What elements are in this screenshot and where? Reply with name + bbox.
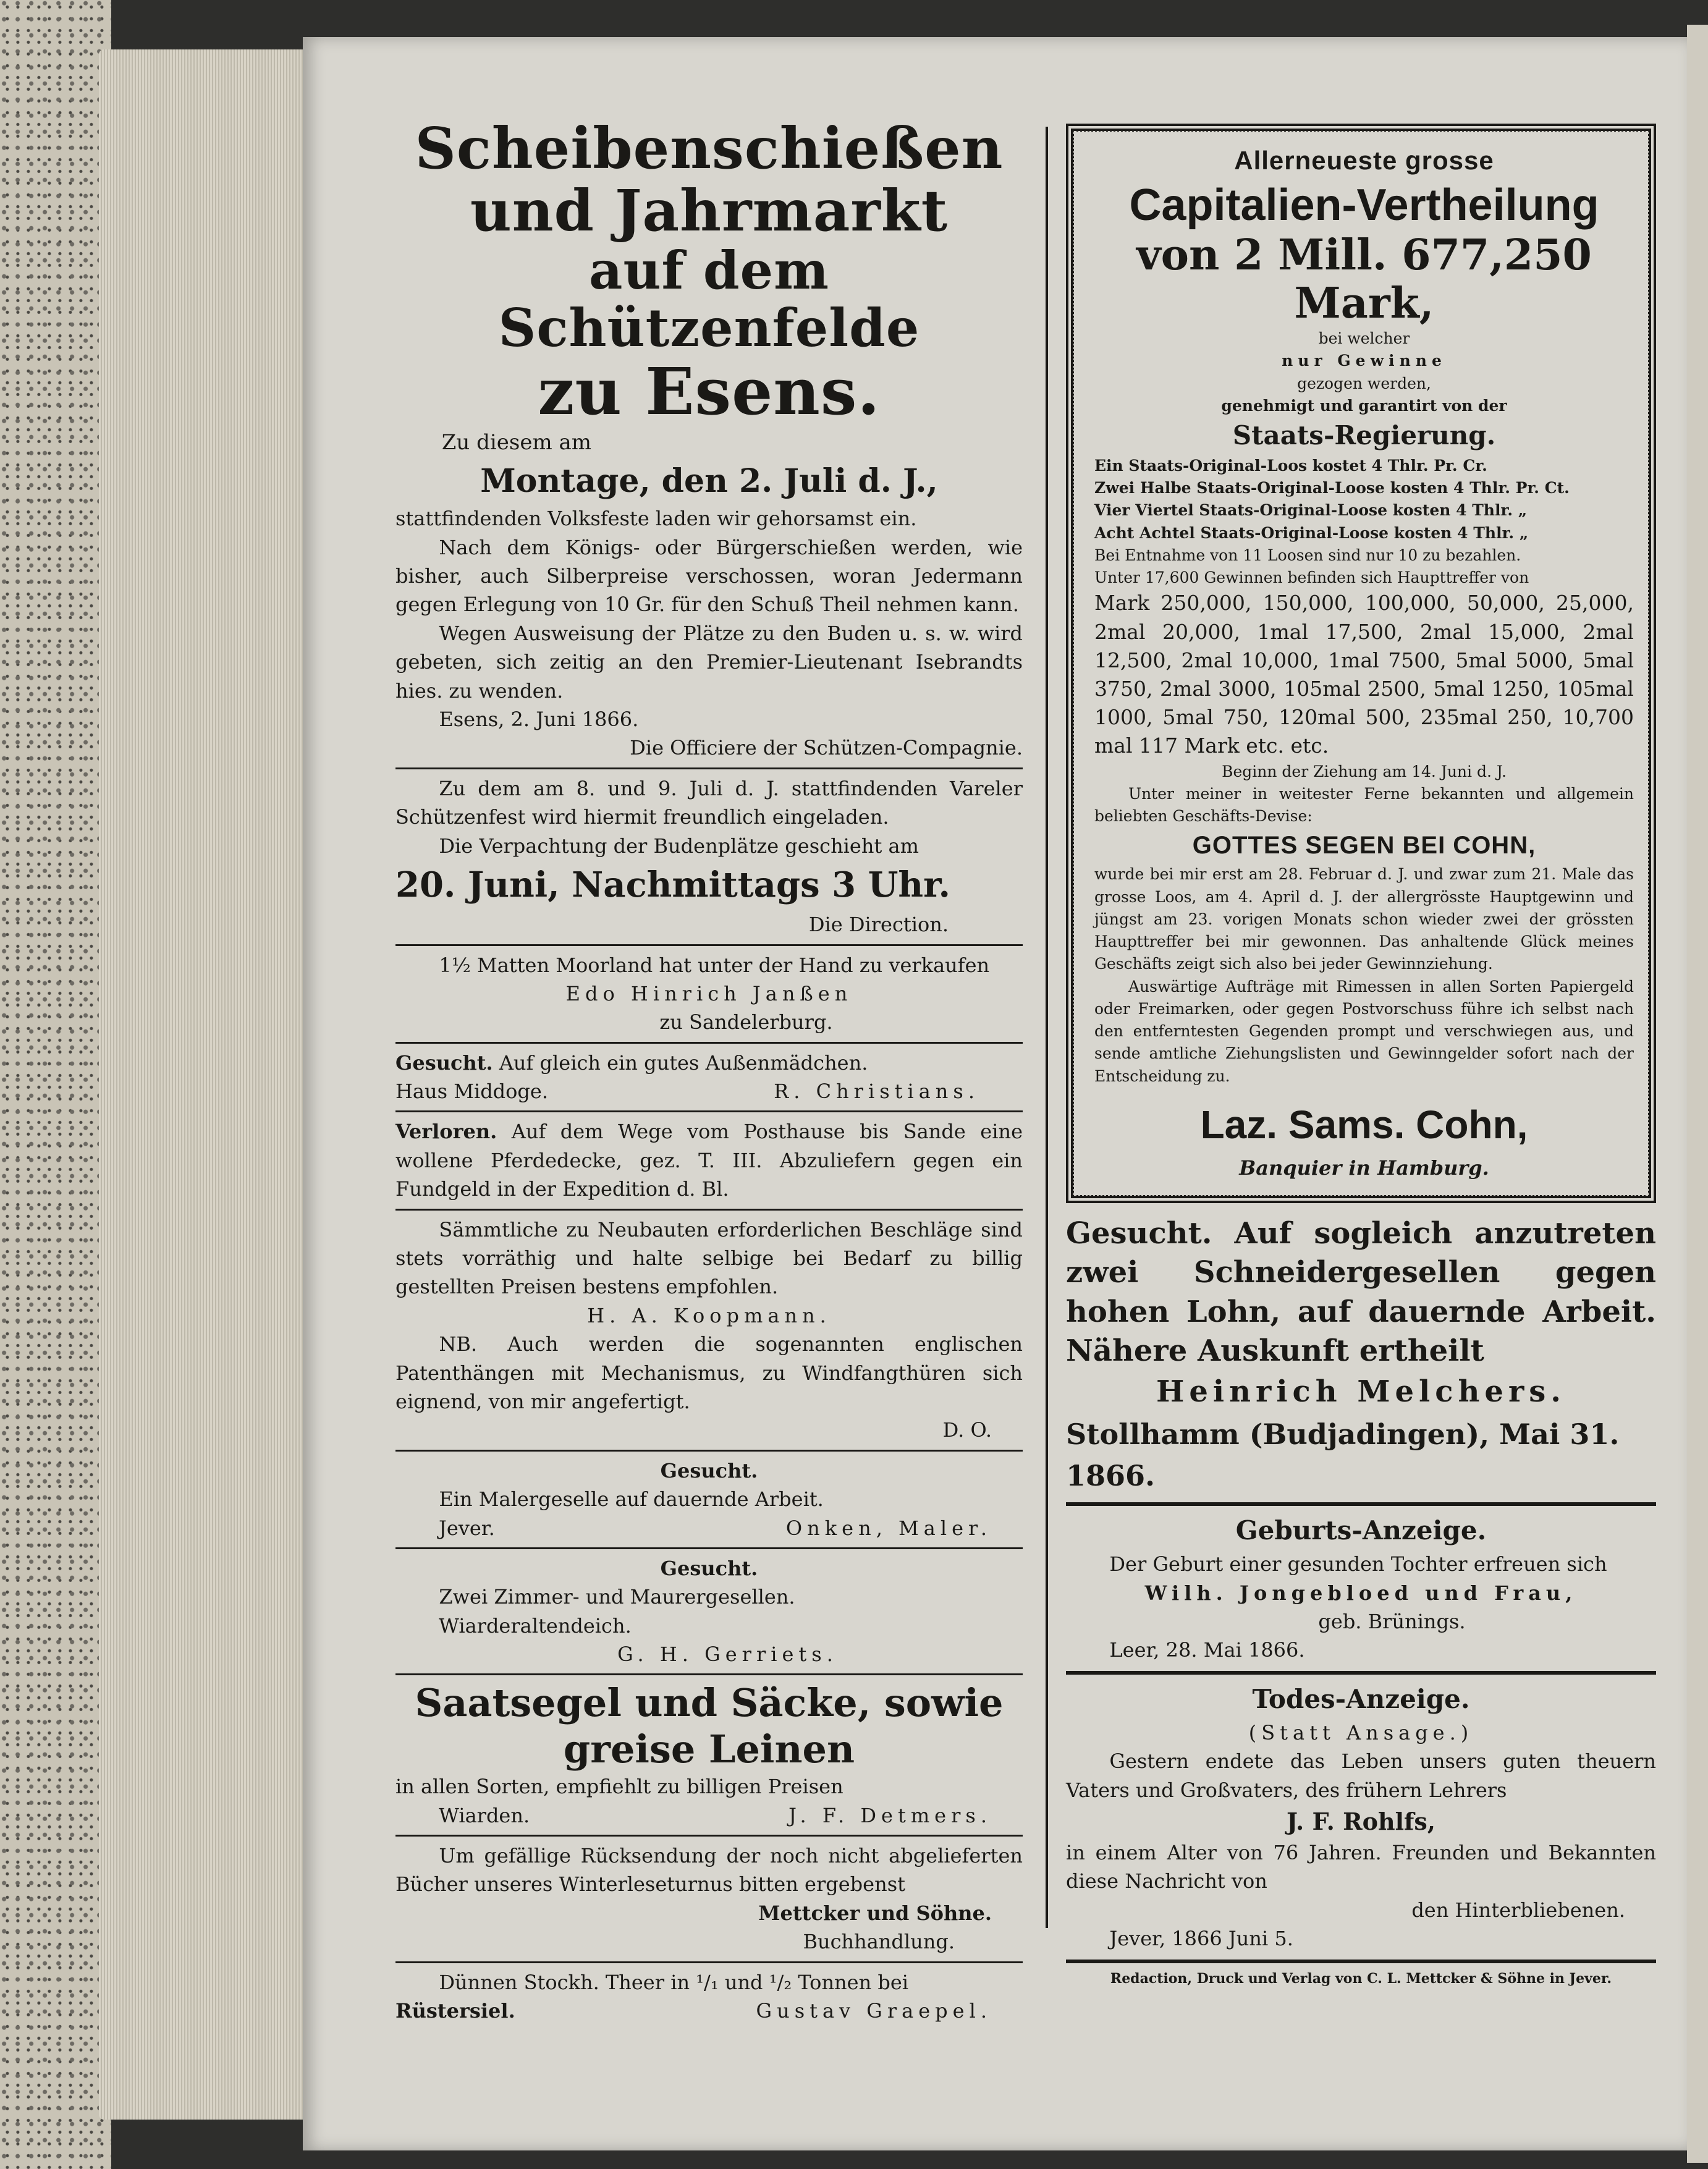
lottery-name: Laz. Sams. Cohn, [1200,1102,1528,1147]
ad-gesucht-gesellen [395,1554,1023,1669]
ad-text: Der Geburt einer gesunden Tochter erfreuen sich [1109,1552,1607,1576]
ad-winterleseturnus [395,1841,1023,1956]
lottery-text: Auswärtige Aufträge mit Rimessen in allen Sorten Papiergeld oder Freimarken, oder gegen Postvorschuss führe ich selbst nach den entferntesten Gegenden prompt und verschwiegen aus, und sende amtliche Ziehungslisten und Gewinngelder sofort nach der Entscheidung zu. [1094,977,1634,1085]
ad-theer [395,1968,1023,2026]
ad-text: Auf dem Wege vom Posthause bis Sande eine wollene Pferdedecke, gez. T. III. Abzuliefern gegen ein Fundgeld in der Expedition d. Bl. [395,1120,1023,1201]
ad-title-line-1: Scheibenschießen [415,115,1004,182]
divider [395,1961,1023,1963]
ad-title-line-2: greise Leinen [563,1726,855,1772]
ad-signature: den Hinterbliebenen. [1411,1898,1625,1922]
ad-nee: geb. Brünings. [1318,1610,1466,1634]
divider [395,1450,1023,1452]
ad-moorland [395,951,1023,1037]
lottery-line-8: Staats-Regierung. [1232,420,1496,451]
lottery-title: Banquier in Hamburg. [1239,1156,1489,1180]
ad-text: Um gefällige Rücksendung der noch nicht abgelieferten Bücher unseres Winterleseturnus bitten ergebenst [395,1844,1023,1896]
lottery-line-3: von 2 Mill. 677,250 Mark, [1136,230,1592,328]
ad-text: Gestern endete das Leben unsers guten theuern Vaters und Großvaters, des frühern Lehrers [1066,1749,1656,1802]
divider [395,944,1023,946]
next-page-edge [1687,25,1708,2163]
lottery-prizes: Mark 250,000, 150,000, 100,000, 50,000, 25,000, 2mal 20,000, 1mal 17,500, 2mal 15,000, 2mal 12,500, 2mal 10,000, 1mal 7500, 5mal 5000, 5mal 3750, 2mal 3000, 105mal 2500, 5mal 1250, 105mal 1000, 5mal 750, 120mal 500, 235mal 250, 10,700 mal 117 Mark etc. etc. [1094,591,1634,758]
ad-text: Auf gleich ein gutes Außenmädchen. [499,1051,868,1075]
ad-text: NB. Auch werden die sogenannten englischen Patenthängen mit Mechanismus, zu Windfangthüren sich eignend, von mir angefertigt. [395,1332,1023,1413]
ad-initials: D. O. [942,1418,992,1442]
ad-text: Sämmtliche zu Neubauten erforderlichen Beschläge sind stets vorräthig und halte selbige bei Bedarf zu billig gestellten Preisen bestens empfohlen. [395,1217,1023,1299]
ad-place-date: Leer, 28. Mai 1866. [1109,1638,1305,1662]
ad-title-line-2: und Jahrmarkt [470,177,949,245]
lottery-text: Beginn der Ziehung am 14. Juni d. J. [1222,762,1507,780]
ad-name: Mettcker und Söhne. [758,1901,992,1925]
divider [395,1042,1023,1044]
ad-place: Wiarderaltendeich. [439,1613,632,1638]
ad-schneidergesellen [1066,1214,1656,1496]
left-column [395,117,1023,2025]
ad-place: Stollhamm (Budjadingen), Mai 31. 1866. [1066,1418,1620,1492]
ad-place: Wiarden. [439,1803,530,1827]
ad-name: J. F. Detmers. [788,1803,992,1827]
ad-text: in einem Alter von 76 Jahren. Freunden und Bekannten diese Nachricht von [1066,1841,1656,1893]
ad-todes-anzeige [1066,1681,1656,1953]
ad-text: Gesucht. Auf sogleich anzutreten zwei Schneidergesellen gegen hohen Lohn, auf dauernde Arbeit. Nähere Auskunft ertheilt [1066,1216,1656,1369]
ad-text: Die Verpachtung der Budenplätze geschieht am [439,834,919,858]
ad-heading: Todes-Anzeige. [1252,1683,1470,1714]
ad-title-line-4: zu Esens. [538,353,881,430]
ad-place: Jever. [439,1516,495,1540]
lottery-text: wurde bei mir erst am 28. Februar d. J. und zwar zum 21. Male das grosse Loos, am 4. April d. J. der allergrösste Hauptgewinn und jüngst am 23. vorigen Monats schon wieder zwei der grössten Haupttreffer bei mir gewonnen. Das anhaltende Glück meines Geschäfts zeigt sich also bei jeder Gewinnziehung. [1094,865,1634,973]
ad-names: Wilh. Jongebloed und Frau, [1144,1581,1578,1605]
lottery-line-5: nur Gewinne [1282,352,1447,370]
ad-place: Haus Middoge. [395,1080,549,1104]
divider [395,1835,1023,1837]
lottery-line-4: bei welcher [1318,329,1410,348]
ad-sub: (Statt Ansage.) [1248,1720,1474,1744]
ad-name: H. A. Koopmann. [587,1303,831,1327]
ad-name: G. H. Gerriets. [617,1643,838,1667]
ad-intro: Zu diesem am [441,429,592,455]
ad-lead: Verloren. [395,1120,497,1144]
divider [1066,1671,1656,1675]
ad-heading: Geburts-Anzeige. [1235,1515,1487,1546]
ad-text: Dünnen Stockh. Theer in ¹/₁ und ¹/₂ Tonnen bei [439,1970,909,1994]
ad-name: Edo Hinrich Janßen [565,981,853,1005]
lottery-line-6: gezogen werden, [1297,374,1431,392]
column-divider [1046,127,1048,1928]
ad-lead: Gesucht. [660,1556,758,1580]
lottery-line-1: Allerneueste grosse [1234,146,1494,175]
ad-title-line-3: auf dem Schützenfelde [498,240,920,358]
ad-lead: Gesucht. [660,1458,758,1482]
lottery-text: Unter meiner in weitester Ferne bekannten und allgemein beliebten Geschäfts-Devise: [1094,784,1634,826]
divider [395,767,1023,769]
book-edge [0,0,111,2169]
lottery-price: Ein Staats-Original-Loos kostet 4 Thlr. Pr. Cr. [1094,456,1487,475]
ad-text: Nach dem Königs- oder Bürgerschießen werden, wie bisher, auch Silberpreise verschossen, woran Jedermann gegen Erlegung von 10 Gr. für den Schuß Theil nehmen kann. [395,535,1023,617]
imprint: Redaction, Druck und Verlag von C. L. Mettcker & Söhne in Jever. [1110,1970,1612,1987]
ad-date: Montage, den 2. Juli d. J., [480,462,938,500]
ad-verloren [395,1117,1023,1203]
ad-gesucht-maedchen [395,1049,1023,1106]
lottery-price: Zwei Halbe Staats-Original-Loose kosten 4 Thlr. Pr. Ct. [1094,479,1570,497]
ad-place-date: Jever, 1866 Juni 5. [1109,1927,1293,1951]
divider [395,1673,1023,1675]
ad-name: Gustav Graepel. [756,1999,992,2023]
ad-name: R. Christians. [774,1080,979,1104]
ad-date: 20. Juni, Nachmittags 3 Uhr. [395,864,950,905]
ad-place: Rüstersiel. [395,1999,515,2023]
right-column [1066,124,1656,1989]
ad-gesucht-maler [395,1457,1023,1542]
ad-signature: Die Direction. [808,913,949,937]
ad-vareler-schuetzenfest [395,774,1023,939]
divider [395,1110,1023,1112]
ad-text: Wegen Ausweisung der Plätze zu den Buden u. s. w. wird gebeten, sich zeitig an den Premier-Lieutenant Isebrandts hies. zu wenden. [395,621,1023,703]
ad-text: stattfindenden Volksfeste laden wir gehorsamst ein. [395,507,917,531]
ad-sub: Buchhandlung. [803,1930,955,1954]
ad-title-line-1: Saatsegel und Säcke, sowie [415,1680,1004,1726]
divider [395,1209,1023,1211]
divider [395,1547,1023,1549]
lottery-text: Unter 17,600 Gewinnen befinden sich Haupttreffer von [1094,569,1529,587]
ad-place-date: Esens, 2. Juni 1866. [439,707,639,731]
page-stack [99,49,309,2120]
lottery-text: Bei Entnahme von 11 Loosen sind nur 10 zu bezahlen. [1094,546,1521,564]
ad-name: Onken, Maler. [785,1516,992,1540]
ad-geburts-anzeige [1066,1512,1656,1664]
ad-saatsegel [395,1680,1023,1830]
ad-schuetzenfest-esens [395,117,1023,763]
ad-text: Ein Malergeselle auf dauernde Arbeit. [439,1487,824,1512]
ad-place: zu Sandelerburg. [659,1010,833,1034]
ad-lottery-box [1066,124,1656,1203]
ad-text: Zwei Zimmer- und Maurergesellen. [439,1585,795,1609]
ad-lead: Gesucht. [395,1051,493,1075]
lottery-price: Vier Viertel Staats-Original-Loose kosten 4 Thlr. „ [1094,501,1528,520]
ad-name: Heinrich Melchers. [1156,1374,1566,1410]
ad-text: Zu dem am 8. und 9. Juli d. J. stattfindenden Vareler Schützenfest wird hiermit freundlich eingeladen. [395,776,1023,829]
divider [1066,1502,1656,1506]
ad-signature: Die Officiere der Schützen-Compagnie. [630,736,1023,760]
lottery-price: Acht Achtel Staats-Original-Loose kosten 4 Thlr. „ [1094,523,1529,542]
divider [1066,1960,1656,1963]
lottery-motto: GOTTES SEGEN BEI COHN, [1192,832,1536,860]
ad-beschlaege [395,1216,1023,1445]
lottery-line-7: genehmigt und garantirt von der [1221,396,1507,415]
ad-text: in allen Sorten, empfiehlt zu billigen Preisen [395,1775,843,1799]
ad-name: J. F. Rohlfs, [1286,1807,1436,1835]
ad-text: 1½ Matten Moorland hat unter der Hand zu verkaufen [439,953,990,977]
lottery-line-2: Capitalien-Vertheilung [1129,180,1599,230]
